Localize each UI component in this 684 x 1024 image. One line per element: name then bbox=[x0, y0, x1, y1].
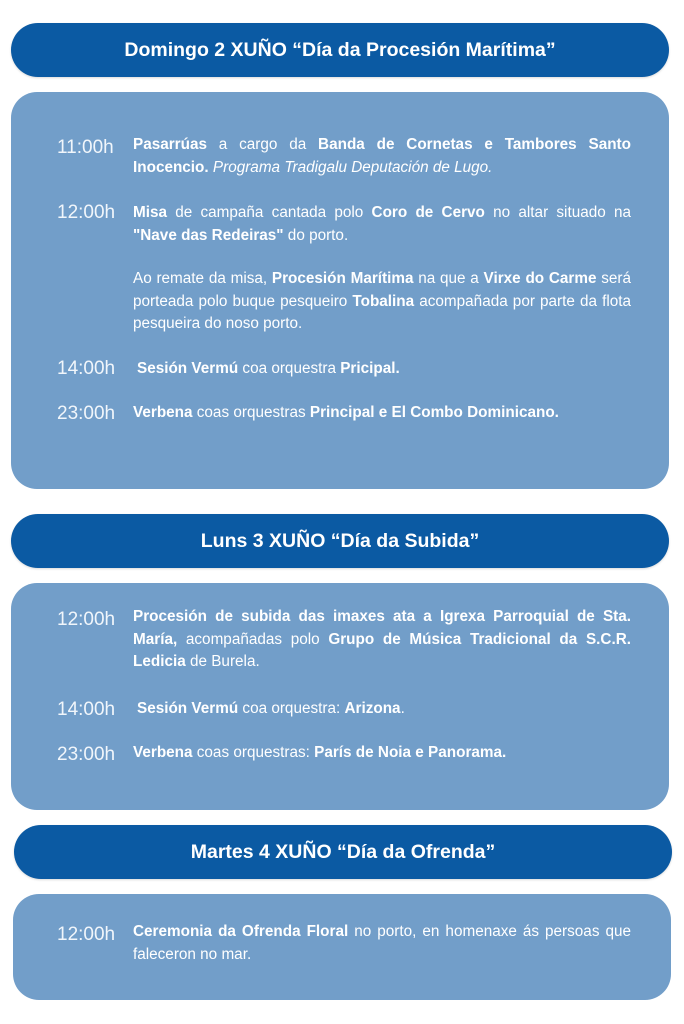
entry-time: 11:00h bbox=[57, 137, 114, 158]
entry-time: 14:00h bbox=[57, 358, 116, 379]
day3-header bbox=[14, 825, 672, 879]
entry-text: Misa de campaña cantada polo Coro de Cervo no altar situado na "Nave das Redeiras" do porto. bbox=[133, 204, 631, 244]
day2-header bbox=[11, 514, 669, 568]
day1-panel bbox=[11, 92, 669, 489]
entry-text: Ceremonia da Ofrenda Floral no porto, en homenaxe ás persoas que faleceron no mar. bbox=[133, 923, 631, 963]
entry-time: 14:00h bbox=[57, 699, 116, 720]
entry-text: Ao remate da misa, Procesión Marítima na que a Virxe do Carme será porteada polo buque pesqueiro Tobalina acompañada por parte da flota pesqueira do noso porto. bbox=[133, 270, 632, 332]
entry-time: 12:00h bbox=[57, 202, 116, 223]
entry-text: Procesión de subida das imaxes ata a Igrexa Parroquial de Sta. María, acompañadas polo Grupo de Música Tradicional da S.C.R. Ledicia de Burela. bbox=[133, 608, 631, 670]
entry-text: Sesión Vermú coa orquestra Pricipal. bbox=[137, 360, 400, 377]
entry-time: 23:00h bbox=[57, 744, 116, 765]
entry-text: Sesión Vermú coa orquestra: Arizona. bbox=[137, 700, 405, 717]
day2-panel bbox=[11, 583, 669, 810]
entry-time: 12:00h bbox=[57, 609, 116, 630]
day2-title: Luns 3 XUÑO “Día da Subida” bbox=[200, 529, 480, 552]
day1-title: Domingo 2 XUÑO “Día da Procesión Marítima” bbox=[124, 38, 556, 61]
day1-header bbox=[11, 23, 669, 77]
day3-panel bbox=[13, 894, 671, 1000]
entry-time: 12:00h bbox=[57, 924, 116, 945]
entry-time: 23:00h bbox=[57, 403, 116, 424]
entry-text: Verbena coas orquestras: París de Noia e Panorama. bbox=[133, 744, 507, 761]
entry-text: Pasarrúas a cargo da Banda de Cornetas e Tambores Santo Inocencio. Programa Tradigalu Deputación de Lugo. bbox=[133, 136, 631, 176]
day3-title: Martes 4 XUÑO “Día da Ofrenda” bbox=[190, 840, 496, 863]
entry-text: Verbena coas orquestras Principal e El Combo Dominicano. bbox=[133, 404, 559, 421]
